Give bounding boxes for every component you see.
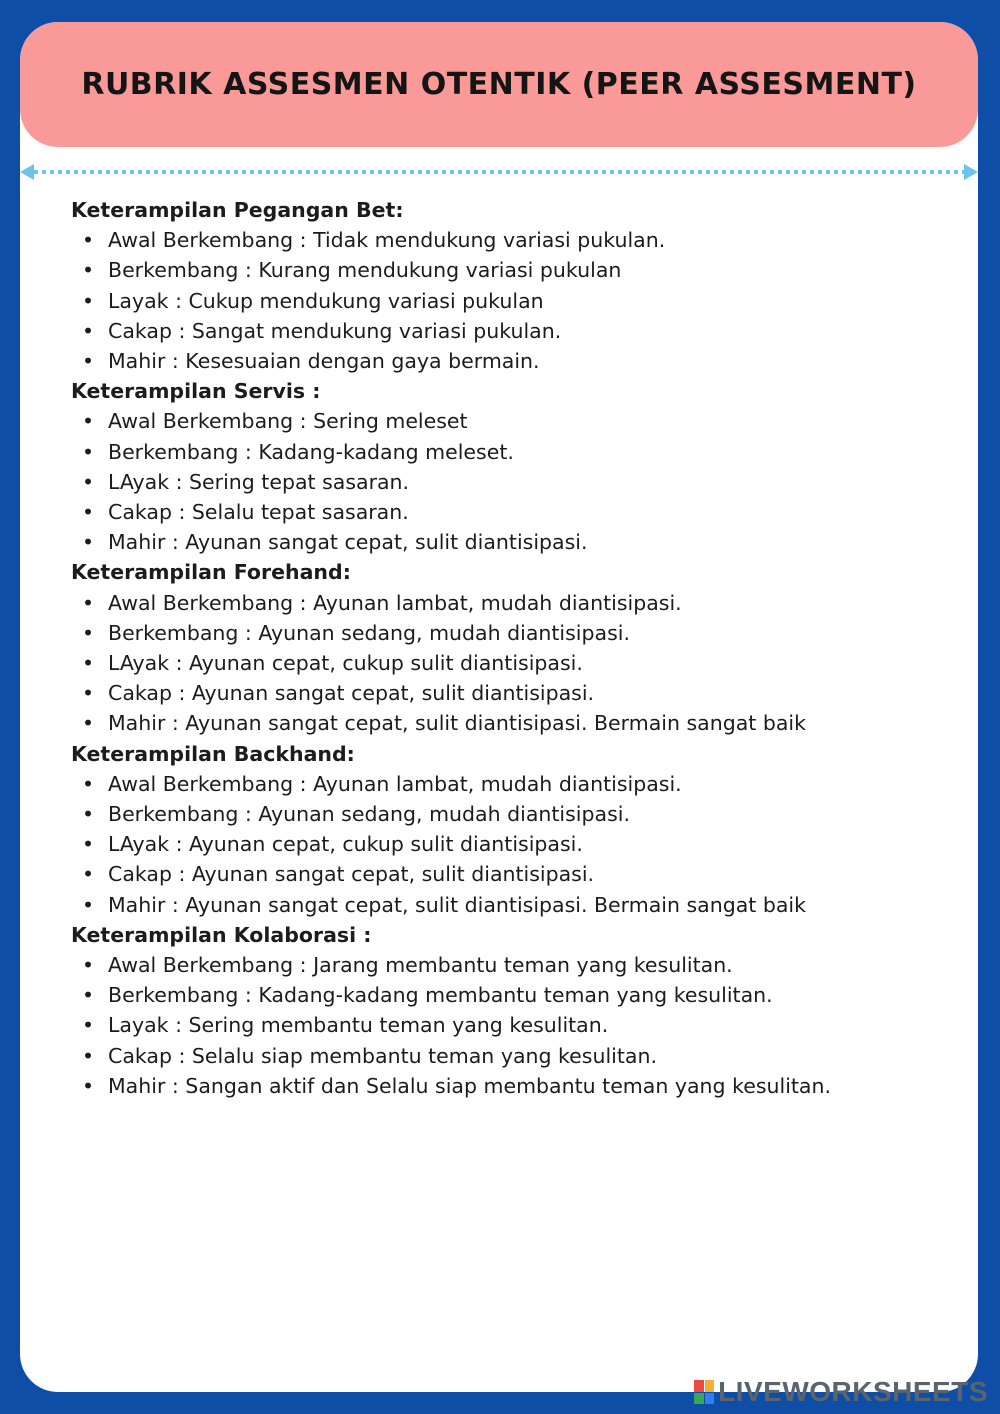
list-item: • Mahir : Sangan aktif dan Selalu siap membantu teman yang kesulitan. xyxy=(71,1071,929,1101)
list-item: • Awal Berkembang : Ayunan lambat, mudah diantisipasi. xyxy=(71,588,929,618)
list-item: • Mahir : Ayunan sangat cepat, sulit diantisipasi. Bermain sangat baik xyxy=(71,708,929,738)
list-item: • Cakap : Selalu siap membantu teman yang kesulitan. xyxy=(71,1041,929,1071)
list-item: • LAyak : Ayunan cepat, cukup sulit diantisipasi. xyxy=(71,829,929,859)
rubric-section xyxy=(71,195,929,376)
dotted-arrow-divider xyxy=(20,163,978,181)
list-item: • LAyak : Ayunan cepat, cukup sulit diantisipasi. xyxy=(71,648,929,678)
section-title: Keterampilan Backhand: xyxy=(71,741,355,766)
list-item: • LAyak : Sering tepat sasaran. xyxy=(71,467,929,497)
list-item: • Awal Berkembang : Jarang membantu teman yang kesulitan. xyxy=(71,950,929,980)
worksheet-card xyxy=(20,22,978,1392)
section-title: Keterampilan Pegangan Bet: xyxy=(71,198,404,222)
rubric-section xyxy=(71,557,929,738)
rubric-section xyxy=(71,920,929,1101)
list-item: • Mahir : Ayunan sangat cepat, sulit diantisipasi. xyxy=(71,527,929,557)
list-item: • Cakap : Selalu tepat sasaran. xyxy=(71,497,929,527)
list-item: • Cakap : Ayunan sangat cepat, sulit diantisipasi. xyxy=(71,859,929,889)
list-item: • Berkembang : Kurang mendukung variasi pukulan xyxy=(71,255,929,285)
divider-right-arrow-icon xyxy=(964,164,978,180)
list-item: • Berkembang : Kadang-kadang meleset. xyxy=(71,437,929,467)
liveworksheets-watermark xyxy=(694,1376,988,1408)
list-item: • Berkembang : Ayunan sedang, mudah diantisipasi. xyxy=(71,799,929,829)
section-title: Keterampilan Kolaborasi : xyxy=(71,922,372,947)
list-item: • Layak : Cukup mendukung variasi pukulan xyxy=(71,286,929,316)
list-item: • Cakap : Ayunan sangat cepat, sulit diantisipasi. xyxy=(71,678,929,708)
criteria-list xyxy=(71,950,929,1101)
liveworksheets-logo-icon xyxy=(694,1380,714,1404)
divider-left-arrow-icon xyxy=(20,164,34,180)
title-banner xyxy=(20,22,978,147)
list-item: • Awal Berkembang : Ayunan lambat, mudah diantisipasi. xyxy=(71,769,929,799)
criteria-list xyxy=(71,769,929,920)
list-item: • Layak : Sering membantu teman yang kesulitan. xyxy=(71,1010,929,1040)
criteria-list xyxy=(71,588,929,739)
rubric-section xyxy=(71,739,929,920)
list-item: • Awal Berkembang : Tidak mendukung variasi pukulan. xyxy=(71,225,929,255)
list-item: • Cakap : Sangat mendukung variasi pukulan. xyxy=(71,316,929,346)
criteria-list xyxy=(71,406,929,557)
page-title: RUBRIK ASSESMEN OTENTIK (PEER ASSESMENT) xyxy=(81,67,917,102)
list-item: • Mahir : Ayunan sangat cepat, sulit diantisipasi. Bermain sangat baik xyxy=(71,890,929,920)
list-item: • Awal Berkembang : Sering meleset xyxy=(71,406,929,436)
section-title: Keterampilan Servis : xyxy=(71,379,321,404)
rubric-section xyxy=(71,376,929,557)
rubric-content xyxy=(71,195,929,1101)
list-item: • Berkembang : Ayunan sedang, mudah diantisipasi. xyxy=(71,618,929,648)
list-item: • Berkembang : Kadang-kadang membantu teman yang kesulitan. xyxy=(71,980,929,1010)
criteria-list xyxy=(71,225,929,376)
watermark-text: LIVEWORKSHEETS xyxy=(718,1376,988,1407)
section-title: Keterampilan Forehand: xyxy=(71,560,351,585)
list-item: • Mahir : Kesesuaian dengan gaya bermain. xyxy=(71,346,929,376)
